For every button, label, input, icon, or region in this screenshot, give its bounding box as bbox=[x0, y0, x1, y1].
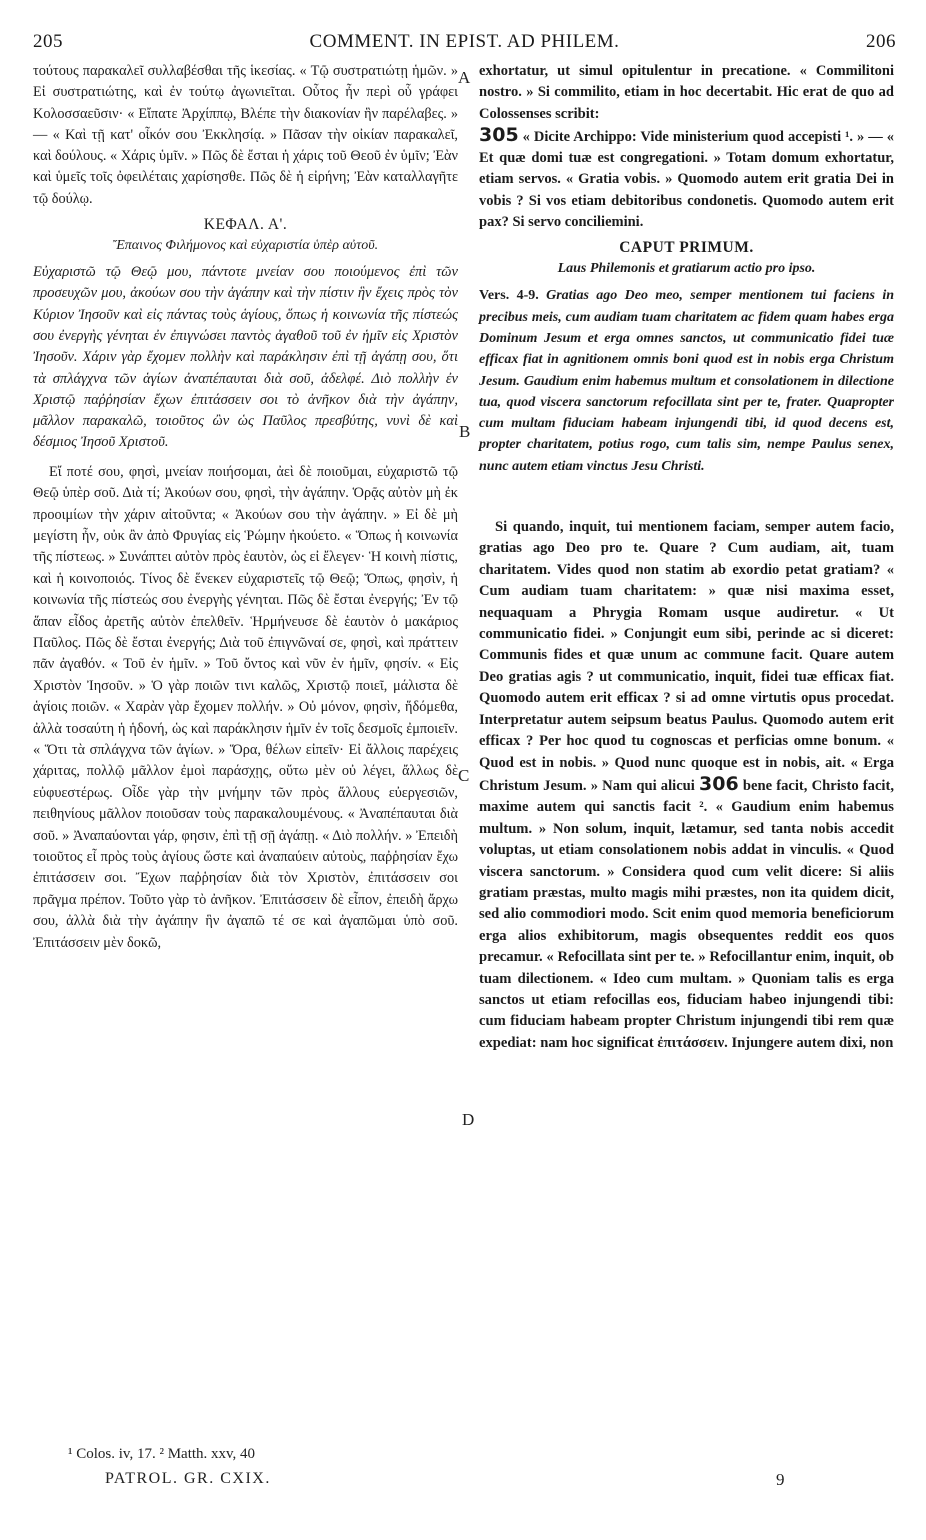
page-number-right: 206 bbox=[866, 31, 896, 52]
page-marker-305: 305 bbox=[479, 123, 519, 146]
latin-intro-part-2: « Dicite Archippo: Vide ministerium quod accepisti ¹. » — « Et quæ domi tuæ est congregationi. » Totam domum exhortatur, etiam servos. « Gratia vobis. » Quomodo autem erit gratia Dei in vobis ? Si vos etiam debitoribus condonetis. Quomodo autem erit pax? Si servo conciliemini. bbox=[479, 128, 894, 231]
greek-column bbox=[33, 61, 458, 954]
latin-chapter-subtitle: Laus Philemonis et gratiarum actio pro ipso. bbox=[557, 261, 816, 277]
verse-label: Vers. 4-9. bbox=[479, 288, 539, 304]
greek-intro-text: τούτους παρακαλεῖ συλλαβέσθαι τῆς ἱκεσίας. « Τῷ συστρατιώτῃ ἡμῶν. » Εἰ συστρατιώτης, καὶ ἐν τούτῳ ἀγωνιεῖται. Οὗτος ἦν περὶ οὗ γράφει Κολοσσαεῦσιν· « Εἴπατε Ἀρχίππῳ, Βλέπε τὴν διακονίαν ἣν παρέλαβες. » — « Καὶ τῇ κατ' οἶκόν σου Ἐκκλησίᾳ. » Πᾶσαν τὴν οἰκίαν παρακαλεῖ, καὶ δούλους. « Χάρις ὑμῖν. » Πῶς δὲ ἔσται ἡ χάρις τοῦ Θεοῦ ἐν ὑμῖν; Ἐὰν καὶ ὑμεῖς τοῖς ὀφειλέταις χαρίσησθε. Πῶς δὲ ἡ εἰρήνη; Ἐὰν καταλλαγῆτε τῷ δούλῳ. bbox=[33, 63, 458, 207]
running-head bbox=[33, 31, 896, 55]
greek-chapter-heading: ΚΕΦΑΛ. Α'. bbox=[203, 216, 288, 234]
page-marker-306: 306 bbox=[699, 772, 739, 795]
latin-chapter-heading: CAPUT PRIMUM. bbox=[619, 239, 754, 257]
latin-commentary-text bbox=[479, 517, 894, 1054]
printer-signature: 9 bbox=[776, 1470, 785, 1489]
running-title: COMMENT. IN EPIST. AD PHILEM. bbox=[309, 31, 620, 52]
greek-commentary-text: Εἴ ποτέ σου, φησὶ, μνείαν ποιήσομαι, ἀεὶ δὲ ποιοῦμαι, εὐχαριστῶ τῷ Θεῷ ὑπὲρ σοῦ. Διὰ τί; Ἀκούων σου, φησὶ, τὴν ἀγάπην. Ὁρᾷς αὐτὸν μὴ ἐκ προοιμίων τὴν χάριν αἰτοῦντα; « Ἀκούων σου τὴν ἀγάπην. » Εἰ δὲ μὴ μεγίστη ἦν, οὐκ ἂν ἀπὸ Φρυγίας εἰς Ῥώμην ἠκούετο. « Ὅπως ἡ κοινωνία τῆς πίστεως. » Συνάπτει αὐτὸν πρὸς ἑαυτὸν, ὡς εἰ ἔλεγεν· Ἡ κοινὴ πίστις, καὶ ἡ κοινοποιός. Τίνος δὲ ἕνεκεν εὐχαριστεῖς τῷ Θεῷ; Ὅπως, φησὶν, ἡ κοινωνία τῆς πίστεώς σου ἐνεργὴς γένηται. Πῶς δὲ ἔσται ἐνεργής; Ἐν τῷ ἅπαν εἶδος ἀρετῆς αὐτὸν ἐπελθεῖν. Ἡρμήνευσε δὲ ἑαυτὸν ὁ μακάριος Παῦλος. Πῶς δὲ ἔσται ἐνεργής; Διὰ τοῦ ἐπιγνῶναί σε, φησὶ, καὶ πράττειν πᾶν ἀγαθόν. « Τοῦ ἐν ἡμῖν. » Τοῦ ὄντος καὶ νῦν ἐν ἡμῖν, φησίν. « Εἰς Χριστὸν Ἰησοῦν. » Ὁ γὰρ ποιῶν τινι καλῶς, Χριστῷ ποιεῖ, μάλιστα δὲ ἁγίοις ποιῶν. « Χαρὰν γὰρ ἔχομεν πολλήν. » Οὐ μόνον, φησὶν, ἥδόμεθα, ἀλλὰ τοσαύτη ἡ ἡδονή, ὡς καὶ παράκλησιν ἡμῖν ἐν τοῖς δεσμοῖς ἐμποιεῖν. « Ὅτι τὰ σπλάγχνα τῶν ἁγίων. » Ὅρα, θέλων εἰπεῖν· Εἰ ἄλλοις παρέχεις χάριτας, πολλῷ μᾶλλον ἐμοὶ παράσχῃς, οὕτω μὲν οὐ λέγει, ἄλλως δὲ εὐφυεστέρως. Οἶδε γὰρ τὴν μνήμην τῶν πρὸς ἄλλους εὐεργεσιῶν, πειθηνίους μᾶλλον ποιοῦσαν τοὺς παρακαλουμένους. « Ἀναπέπαυται διὰ σοῦ. » Ἀναπαύονται γάρ, φησιν, ἐπὶ τῇ σῇ ἀγάπῃ. « Διὸ πολλήν. » Ἐπειδὴ τοιοῦτος εἶ πρὸς τοὺς ἁγίους ὥστε καὶ ἀναπαύειν αὐτοὺς, παῤῥησίαν ἔχω ἐπιτάσσειν σοι. Ἔχων παῤῥησίαν διὰ τὸν Χριστὸν, ἐπιτάσσειν σοι πρᾶγμα πρέπον. Τοῦτο γὰρ τὸ ἀνῆκον. Ἐπιτάσσειν δὲ εἶπον, ἐπειδὴ ἄρχω σου, ἀλλὰ διὰ τὴν ἀγάπην ἣν ἀγαπῶ τέ σε καὶ ἀγαπῶμαι ὑπὸ σοῦ. Ἐπιτάσσειν μὲν δοκῶ, bbox=[33, 463, 458, 951]
latin-verse-text: Gratias ago Deo meo, semper mentionem tui faciens in precibus meis, cum audiam tuam charitatem ac fidem quam habes erga Dominum Jesum et erga omnes sanctos, ut communicatio fidei tuæ efficax fiat in agnitionem omnis boni quod est in nobis erga Christum Jesum. Gaudium enim habemus multum et consolationem in dilectione tua, quod viscera sanctorum refocillata sint per te, frater. Quapropter cum multam fiduciam habeam injungendi tibi, id quod decens est, propter charitatem, potius rogo, cum talis sim, nempe Paulus senex, nunc autem etiam vinctus Jesu Christi. bbox=[479, 288, 894, 474]
margin-marker-a: A bbox=[458, 68, 471, 87]
patrology-signature: PATROL. GR. CXIX. bbox=[105, 1470, 271, 1487]
greek-chapter-subtitle: Ἔπαινος Φιλήμονος καὶ εὐχαριστία ὑπὲρ αὐτοῦ. bbox=[112, 238, 379, 254]
latin-commentary-part-1: Si quando, inquit, tui mentionem faciam, semper autem facio, gratias ago Deo pro te. Quare ? Cum audiam, ait, tuam charitatem. Vides quod non statim ab exordio petat gratiam? « Cum audiam tuam charitatem: » quæ nisi maxima esset, nequaquam a Phrygia Romam usque audiretur. « Ut communicatio fidei. » Conjungit eum sibi, perinde ac si diceret: Communis fides et quæ unum ac commune facit. Quare autem Deo gratias agis ? ut communicatio, inquit, fidei tuæ efficax fiat. Quomodo autem erit efficax ? si ad omne virtutis opus procedat. Interpretatur autem seipsum beatus Paulus. Quomodo autem erit efficax ? Per hoc quod tu cognoscas et perficias omne bonum. « Quod est in nobis. » Quod nunc quoque est in nobis, ait. « Erga Christum Jesum. » Nam qui alicui bbox=[479, 519, 894, 794]
latin-intro-text bbox=[479, 61, 894, 233]
greek-verse-text: Εὐχαριστῶ τῷ Θεῷ μου, πάντοτε μνείαν σου ποιούμενος ἐπὶ τῶν προσευχῶν μου, ἀκούων σου τὴν ἀγάπην καὶ τὴν πίστιν ἣν ἔχεις πρὸς τὸν Κύριον Ἰησοῦν καὶ εἰς πάντας τοὺς ἁγίους, ὅπως ἡ κοινωνία τῆς πίστεώς σου ἐνεργὴς γένηται ἐν ἐπιγνώσει παντὸς ἀγαθοῦ τοῦ ἐν ἡμῖν εἰς Χριστὸν Ἰησοῦν. Χάριν γὰρ ἔχομεν πολλὴν καὶ παράκλησιν ἐπὶ τῇ ἀγάπῃ σου, ὅτι τὰ σπλάγχνα τῶν ἁγίων ἀναπέπαυται διὰ σοῦ, ἀδελφέ. Διὸ πολλὴν ἐν Χριστῷ παῤῥησίαν ἔχων ἐπιτάσσειν σοι τὸ ἀνῆκον διὰ τὴν ἀγάπην, μᾶλλον παρακαλῶ, τοιοῦτος ὢν ὡς Παῦλος πρεσβύτης, νυνὶ δὲ καὶ δέσμιος Ἰησοῦ Χριστοῦ. bbox=[33, 264, 458, 451]
page-number-left: 205 bbox=[33, 31, 63, 52]
latin-intro-part-1: exhortatur, ut simul opitulentur in precatione. « Commilitoni nostro. » Si commilito, etiam in hoc decertabit. Hic erat de quo ad Colossenses scribit: bbox=[479, 63, 894, 122]
margin-marker-b: B bbox=[459, 422, 471, 441]
latin-commentary-part-2: bene facit, Christo facit, maxime autem qui sanctis facit ². « Gaudium enim habemus multum. » Non solum, inquit, lætamur, sed tanta nobis accedit voluptas, ut etiam consolationem nobis addat in vinculis. « Quod viscera sanctorum. » Considera quod cum velit dicere: Si aliis gratiam præstas, multo magis mihi præstes, non ita quidem dicit, sed alio commodiori modo. Scit enim quod memoria beneficiorum erga alios exhibitorum, magis obsequentes reddit eos quos precamur. « Refocillata sint per te. » Refocillantur enim, inquit, ob tuam dilectionem. « Ideo cum multam. » Quoniam talis es erga sanctos ut etiam refocillas eos, fiduciam habeo injungendi tibi: cum fiduciam habeam propter Christum injungendi tibi rem quæ expediat: nam hoc significat ἐπιτάσσειν. Injungere autem dixi, non bbox=[479, 777, 894, 1051]
latin-column bbox=[479, 61, 894, 1054]
footnotes: ¹ Colos. iv, 17. ² Matth. xxv, 40 bbox=[68, 1446, 256, 1462]
margin-marker-d: D bbox=[462, 1110, 475, 1129]
latin-verse-block bbox=[479, 285, 894, 477]
margin-marker-c: C bbox=[458, 766, 470, 785]
